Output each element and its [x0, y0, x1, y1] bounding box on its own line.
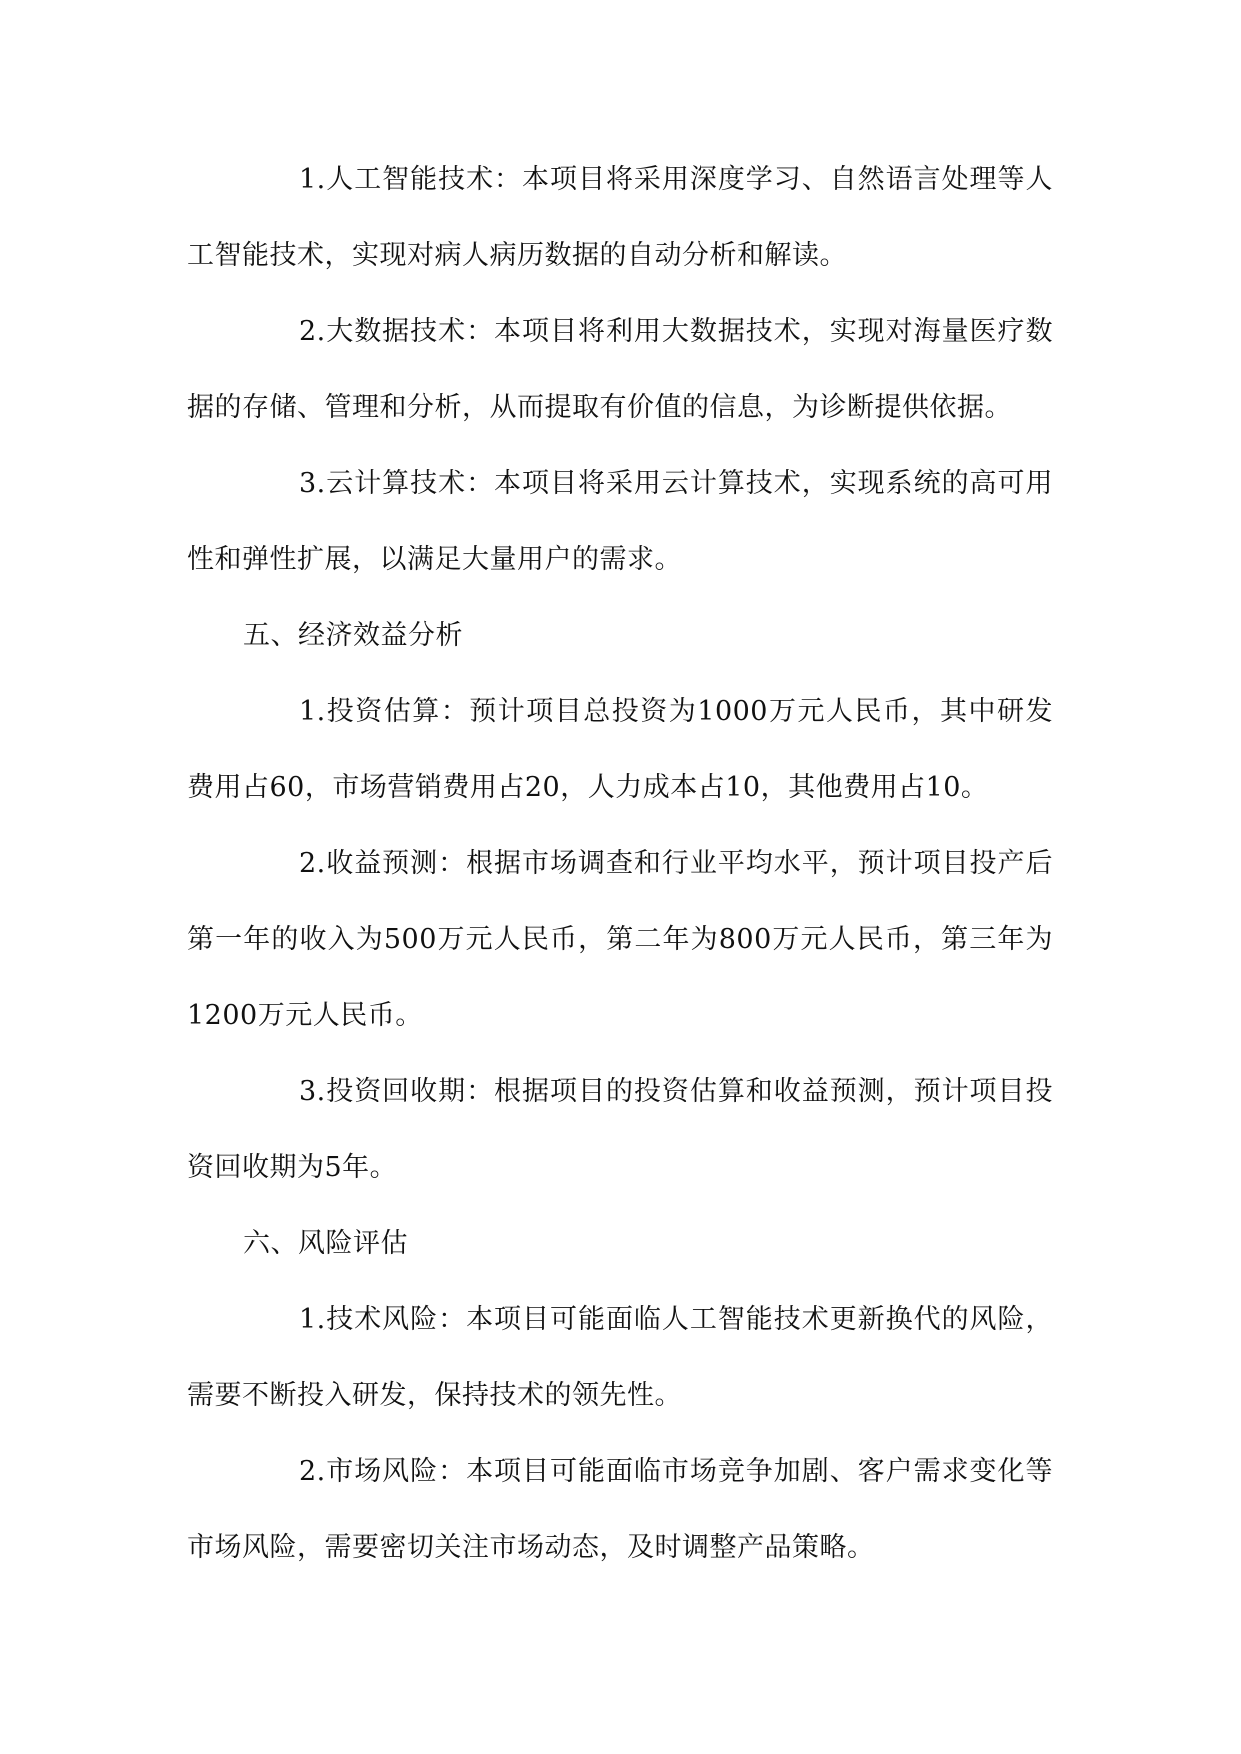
item-text: 人工智能技术：本项目将采用深度学习、自然语言处理等人工智能技术，实现对病人病历数据的自动分析和解读。	[187, 164, 1053, 271]
list-item-investment-estimate	[187, 674, 1053, 826]
heading-text: 六、风险评估	[243, 1228, 408, 1259]
document-body	[187, 142, 1053, 1586]
item-text: 市场风险：本项目可能面临市场竞争加剧、客户需求变化等市场风险，需要密切关注市场动态，及时调整产品策略。	[187, 1456, 1053, 1563]
item-text: 收益预测：根据市场调查和行业平均水平，预计项目投产后第一年的收入为500万元人民币，第二年为800万元人民币，第三年为1200万元人民币。	[187, 848, 1053, 1031]
section-heading-economic-analysis	[187, 598, 1053, 674]
list-item-market-risk	[187, 1434, 1053, 1586]
list-item-cloud-computing	[187, 446, 1053, 598]
item-text: 云计算技术：本项目将采用云计算技术，实现系统的高可用性和弹性扩展，以满足大量用户的需求。	[187, 468, 1053, 575]
heading-text: 五、经济效益分析	[243, 620, 463, 651]
item-number: 2.	[299, 1456, 326, 1487]
list-item-revenue-forecast	[187, 826, 1053, 1054]
list-item-technical-risk	[187, 1282, 1053, 1434]
list-item-ai-technology	[187, 142, 1053, 294]
item-number: 3.	[299, 468, 326, 499]
item-text: 大数据技术：本项目将利用大数据技术，实现对海量医疗数据的存储、管理和分析，从而提取有价值的信息，为诊断提供依据。	[187, 316, 1053, 423]
item-number: 3.	[299, 1076, 326, 1107]
item-number: 1.	[299, 696, 326, 727]
item-number: 1.	[299, 1304, 326, 1335]
item-number: 2.	[299, 848, 326, 879]
item-text: 投资回收期：根据项目的投资估算和收益预测，预计项目投资回收期为5年。	[187, 1076, 1053, 1183]
item-number: 2.	[299, 316, 326, 347]
item-text: 技术风险：本项目可能面临人工智能技术更新换代的风险，需要不断投入研发，保持技术的领先性。	[187, 1304, 1053, 1411]
list-item-big-data	[187, 294, 1053, 446]
section-heading-risk-assessment	[187, 1206, 1053, 1282]
item-text: 投资估算：预计项目总投资为1000万元人民币，其中研发费用占60，市场营销费用占20，人力成本占10，其他费用占10。	[187, 696, 1053, 803]
list-item-payback-period	[187, 1054, 1053, 1206]
item-number: 1.	[299, 164, 326, 195]
